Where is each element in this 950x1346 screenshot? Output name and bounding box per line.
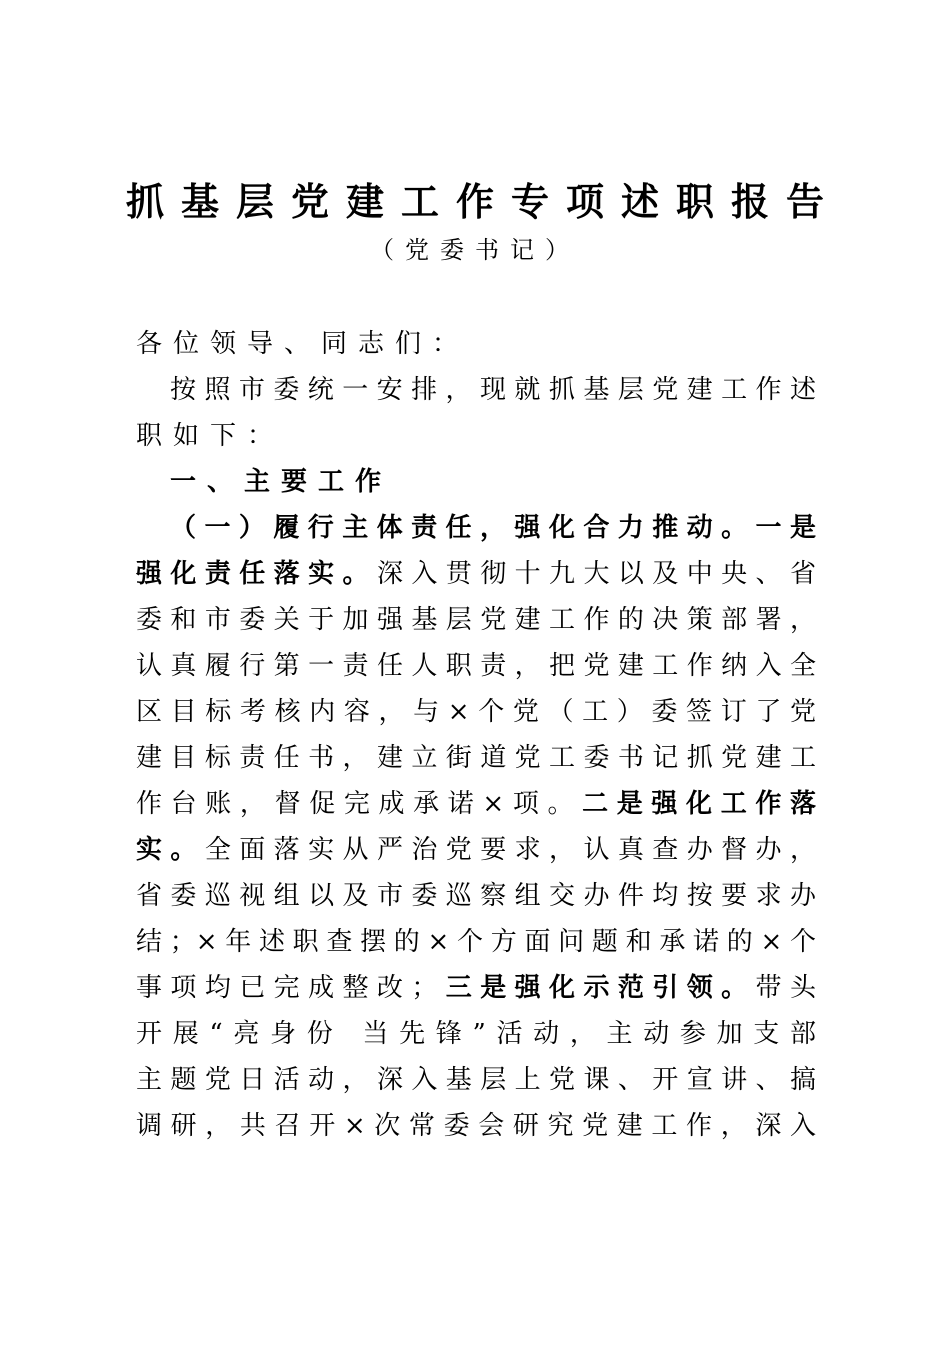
document-subtitle: （党委书记） (370, 236, 580, 264)
para1-line-8 (136, 827, 816, 873)
para1-line-12: 开展“亮身份 当先锋”活动，主动参加支部 (136, 1019, 816, 1049)
document-title: 抓基层党建工作专项述职报告 (125, 179, 841, 224)
text-run: 全面落实从严治党要求，认真查办督办， (204, 835, 816, 865)
intro-line-2: 职如下： (136, 421, 285, 451)
para1-line-6: 建目标责任书，建立街道党工委书记抓党建工 (136, 743, 816, 773)
intro-line-1: 按照市委统一安排，现就抓基层党建工作述 (170, 375, 816, 405)
text-run: 作台账，督促完成承诺×项。 (136, 789, 583, 819)
bold-phrase: 实。 (136, 835, 205, 865)
text-run: 带头 (755, 973, 816, 1003)
para1-line-11 (136, 965, 816, 1011)
bold-phrase: 强化责任落实。 (136, 559, 377, 589)
para1-line-7 (136, 781, 816, 827)
bold-phrase: 三是强化示范引领。 (437, 973, 756, 1003)
text-run: 事项均已完成整改； (136, 973, 438, 1003)
para1-line-14: 调研，共召开×次常委会研究党建工作，深入 (136, 1111, 816, 1141)
para1-line-3: 委和市委关于加强基层党建工作的决策部署， (136, 605, 816, 635)
para1-line-9: 省委巡视组以及市委巡察组交办件均按要求办 (136, 881, 816, 911)
section-heading: 一、主要工作 (170, 467, 393, 497)
para1-line-13: 主题党日活动，深入基层上党课、开宣讲、搞 (136, 1065, 816, 1095)
para1-line-10: 结；×年述职查摆的×个方面问题和承诺的×个 (136, 927, 816, 957)
bold-phrase: 二是强化工作落 (582, 789, 816, 819)
text-run: 深入贯彻十九大以及中央、省 (376, 559, 816, 589)
para1-line-1: （一）履行主体责任，强化合力推动。一是 (170, 513, 816, 543)
salutation: 各位领导、同志们： (136, 329, 470, 359)
para1-line-5: 区目标考核内容，与×个党（工）委签订了党 (136, 697, 816, 727)
para1-line-4: 认真履行第一责任人职责，把党建工作纳入全 (136, 651, 816, 681)
para1-line-2 (136, 551, 816, 597)
